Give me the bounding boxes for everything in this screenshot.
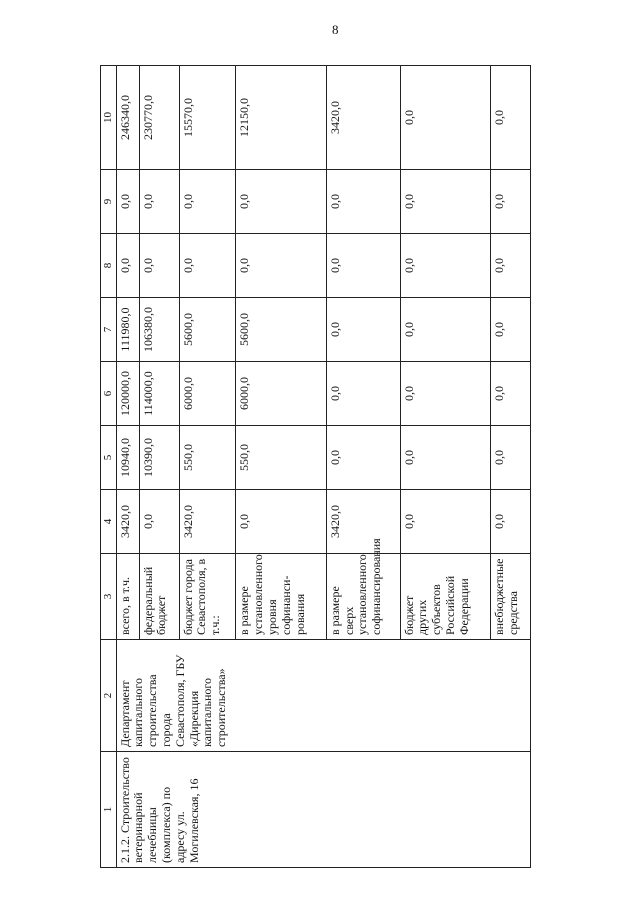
- value-cell: 0,0: [326, 362, 400, 426]
- source-cell: бюджет других субъектов Российской Федерации: [400, 554, 491, 640]
- value-cell: 0,0: [326, 426, 400, 490]
- source-cell: федеральный бюджет: [139, 554, 179, 640]
- value-cell: 10390,0: [139, 426, 179, 490]
- executor-cell: Департамент капитального строительства города Севастополя, ГБУ «Дирекция капитального строительства»: [116, 640, 530, 752]
- col-header-4: 4: [101, 490, 117, 554]
- value-cell: 6000,0: [236, 362, 327, 426]
- value-cell: 550,0: [179, 426, 236, 490]
- table-row: [116, 66, 139, 868]
- value-cell: 3420,0: [326, 490, 400, 554]
- value-cell: 106380,0: [139, 298, 179, 362]
- value-cell: 0,0: [116, 170, 139, 234]
- value-cell: 0,0: [139, 170, 179, 234]
- value-cell: 0,0: [236, 170, 327, 234]
- value-cell: 0,0: [491, 362, 531, 426]
- col-header-2: 2: [101, 640, 117, 752]
- value-cell: 0,0: [400, 298, 491, 362]
- project-name-cell: 2.1.2. Строительство ветеринарной лечебницы (комплекса) по адресу ул. Могилевская, 16: [116, 752, 530, 868]
- total-cell: 0,0: [400, 66, 491, 170]
- value-cell: 0,0: [236, 234, 327, 298]
- value-cell: 0,0: [491, 234, 531, 298]
- funding-table: [100, 65, 531, 868]
- value-cell: 3420,0: [116, 490, 139, 554]
- value-cell: 0,0: [116, 234, 139, 298]
- value-cell: 5600,0: [179, 298, 236, 362]
- value-cell: 0,0: [326, 170, 400, 234]
- col-header-7: 7: [101, 298, 117, 362]
- value-cell: 0,0: [491, 490, 531, 554]
- value-cell: 0,0: [491, 426, 531, 490]
- value-cell: 0,0: [326, 298, 400, 362]
- col-header-1: 1: [101, 752, 117, 868]
- value-cell: 111980,0: [116, 298, 139, 362]
- total-cell: 12150,0: [236, 66, 327, 170]
- value-cell: 0,0: [400, 362, 491, 426]
- col-header-6: 6: [101, 362, 117, 426]
- total-cell: 3420,0: [326, 66, 400, 170]
- total-cell: 246340,0: [116, 66, 139, 170]
- value-cell: 0,0: [326, 234, 400, 298]
- page-number: 8: [332, 22, 339, 37]
- value-cell: 0,0: [139, 490, 179, 554]
- value-cell: 3420,0: [179, 490, 236, 554]
- value-cell: 0,0: [139, 234, 179, 298]
- col-header-9: 9: [101, 170, 117, 234]
- header-row: [101, 66, 117, 868]
- value-cell: 0,0: [179, 234, 236, 298]
- value-cell: 6000,0: [179, 362, 236, 426]
- col-header-3: 3: [101, 554, 117, 640]
- value-cell: 10940,0: [116, 426, 139, 490]
- value-cell: 114000,0: [139, 362, 179, 426]
- value-cell: 0,0: [400, 234, 491, 298]
- value-cell: 0,0: [236, 490, 327, 554]
- col-header-5: 5: [101, 426, 117, 490]
- value-cell: 0,0: [400, 170, 491, 234]
- source-cell: в размере установленного уровня софинанси-рования: [236, 554, 327, 640]
- value-cell: 0,0: [400, 490, 491, 554]
- source-cell: внебюджетные средства: [491, 554, 531, 640]
- funding-table-rotated: [100, 66, 531, 868]
- source-cell: в размере сверх установленного софинансирования: [326, 554, 400, 640]
- total-cell: 15570,0: [179, 66, 236, 170]
- value-cell: 0,0: [491, 170, 531, 234]
- value-cell: 5600,0: [236, 298, 327, 362]
- value-cell: 0,0: [491, 298, 531, 362]
- value-cell: 120000,0: [116, 362, 139, 426]
- col-header-10: 10: [101, 66, 117, 170]
- col-header-8: 8: [101, 234, 117, 298]
- total-cell: 0,0: [491, 66, 531, 170]
- source-cell: бюджет города Севастополя, в т.ч.:: [179, 554, 236, 640]
- value-cell: 0,0: [179, 170, 236, 234]
- total-cell: 230770,0: [139, 66, 179, 170]
- source-cell: всего, в т.ч.: [116, 554, 139, 640]
- value-cell: 550,0: [236, 426, 327, 490]
- value-cell: 0,0: [400, 426, 491, 490]
